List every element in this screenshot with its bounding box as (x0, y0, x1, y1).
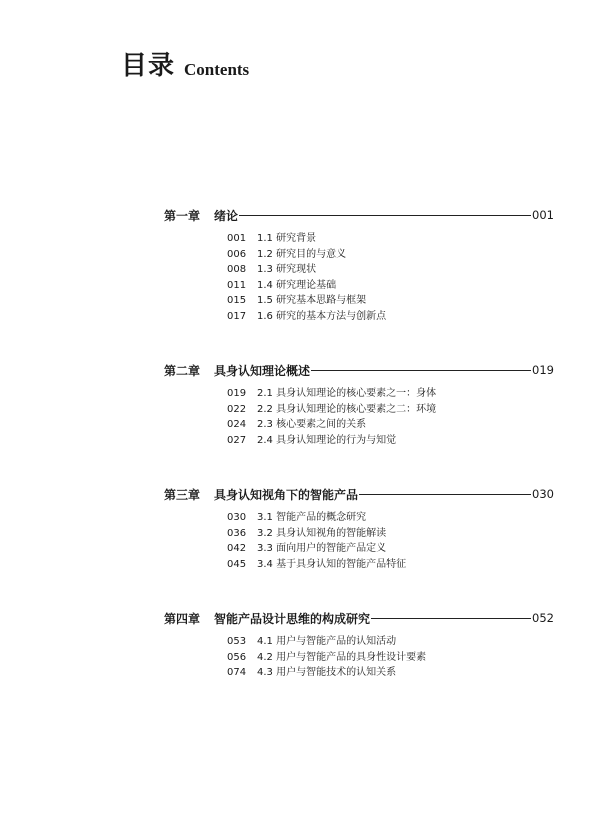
section-page-number: 024 (227, 419, 247, 431)
section-entry[interactable] (227, 262, 554, 278)
section-label: 4.2 用户与智能产品的具身性设计要素 (257, 651, 427, 663)
section-page-number: 042 (227, 543, 247, 555)
section-entry[interactable] (227, 650, 554, 666)
section-label: 1.3 研究现状 (257, 264, 317, 276)
leader-line (359, 494, 531, 495)
section-label: 4.3 用户与智能技术的认知关系 (257, 667, 397, 679)
section-entry[interactable] (227, 541, 554, 557)
chapter-number: 第三章 (164, 487, 201, 502)
section-page-number: 011 (227, 279, 247, 291)
section-label: 2.1 具身认知理论的核心要素之一：身体 (257, 388, 437, 399)
section-label: 2.2 具身认知理论的核心要素之二：环境 (257, 403, 437, 415)
chapter-heading-link[interactable] (164, 610, 554, 626)
chapter-heading-link[interactable] (164, 207, 554, 223)
section-page-number: 008 (227, 264, 247, 276)
section-page-number: 022 (227, 403, 247, 415)
toc-chapter-3 (164, 486, 554, 572)
leader-line (371, 618, 531, 619)
section-page-number: 045 (227, 558, 247, 570)
chapter-title: 智能产品设计思维的构成研究 (214, 611, 371, 626)
section-entry[interactable] (227, 278, 554, 294)
chapter-number: 第二章 (164, 363, 201, 378)
section-entry[interactable] (227, 526, 554, 542)
leader-line (239, 215, 531, 216)
toc-title-en: Contents (184, 60, 250, 79)
section-label: 3.1 智能产品的概念研究 (257, 512, 367, 523)
chapter-page-number: 030 (532, 487, 554, 501)
section-entry[interactable] (227, 293, 554, 309)
chapter-page-number: 001 (532, 208, 554, 222)
section-entry[interactable] (227, 510, 554, 526)
section-list (164, 386, 554, 448)
chapter-number: 第四章 (164, 611, 201, 626)
chapter-page-number: 052 (532, 611, 554, 625)
section-label: 1.2 研究目的与意义 (257, 248, 347, 260)
section-page-number: 036 (227, 527, 247, 539)
section-page-number: 017 (227, 310, 247, 322)
section-entry[interactable] (227, 433, 554, 449)
section-entry[interactable] (227, 402, 554, 418)
section-page-number: 015 (227, 295, 247, 307)
section-label: 1.5 研究基本思路与框架 (257, 295, 367, 307)
section-entry[interactable] (227, 417, 554, 433)
section-label: 1.4 研究理论基础 (257, 279, 337, 291)
section-label: 4.1 用户与智能产品的认知活动 (257, 636, 397, 647)
section-entry[interactable] (227, 557, 554, 573)
section-list (164, 231, 554, 325)
section-page-number: 001 (227, 233, 247, 244)
section-label: 3.2 具身认知视角的智能解读 (257, 527, 387, 539)
chapter-page-number: 019 (532, 363, 554, 377)
section-entry[interactable] (227, 386, 554, 402)
section-label: 3.4 基于具身认知的智能产品特征 (257, 558, 407, 570)
section-list (164, 634, 554, 681)
section-page-number: 056 (227, 651, 247, 663)
section-entry[interactable] (227, 247, 554, 263)
section-label: 1.6 研究的基本方法与创新点 (257, 310, 387, 322)
section-page-number: 027 (227, 434, 247, 446)
chapter-number: 第一章 (164, 208, 201, 223)
toc-title-zh: 目录 (121, 51, 176, 81)
section-page-number: 030 (227, 512, 247, 523)
section-page-number: 074 (227, 667, 247, 679)
section-entry[interactable] (227, 309, 554, 325)
leader-line (311, 370, 531, 371)
chapter-heading-link[interactable] (164, 362, 554, 378)
section-label: 2.3 核心要素之间的关系 (257, 419, 367, 431)
chapter-title: 绪论 (214, 208, 239, 223)
chapter-title: 具身认知理论概述 (214, 363, 311, 378)
section-entry[interactable] (227, 665, 554, 681)
section-label: 3.3 面向用户的智能产品定义 (257, 543, 387, 555)
toc-chapter-4 (164, 610, 554, 681)
section-entry[interactable] (227, 634, 554, 650)
section-page-number: 006 (227, 248, 247, 260)
chapter-heading-link[interactable] (164, 486, 554, 502)
toc-chapter-2 (164, 362, 554, 448)
section-page-number: 053 (227, 636, 247, 647)
section-label: 1.1 研究背景 (257, 233, 317, 244)
toc-chapter-1 (164, 207, 554, 325)
chapter-title: 具身认知视角下的智能产品 (214, 487, 359, 502)
section-page-number: 019 (227, 388, 247, 399)
section-label: 2.4 具身认知理论的行为与知觉 (257, 434, 397, 446)
section-entry[interactable] (227, 231, 554, 247)
section-list (164, 510, 554, 572)
